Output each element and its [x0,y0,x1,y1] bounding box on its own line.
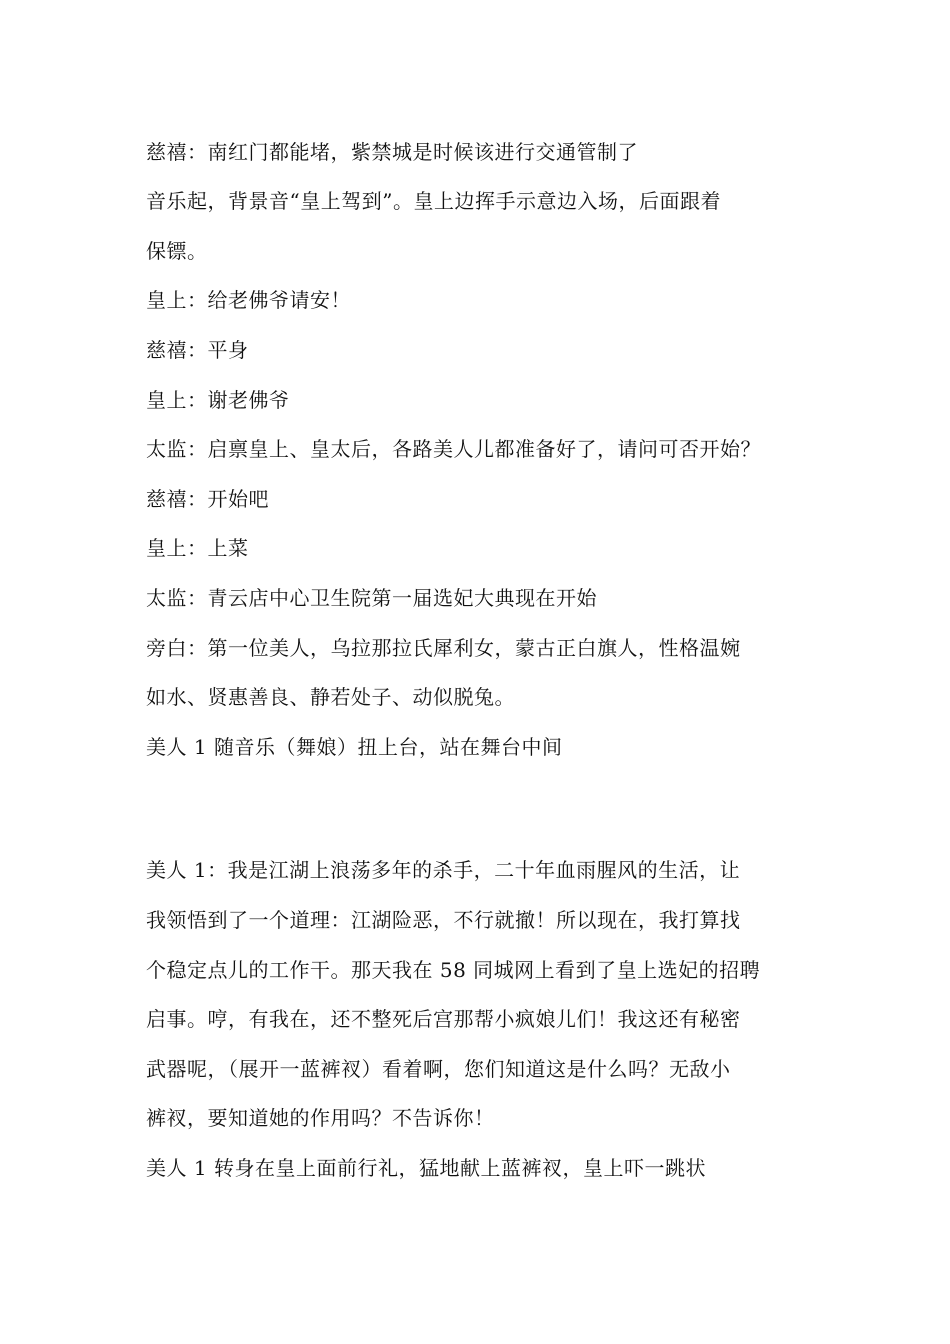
text-line: 太监：启禀皇上、皇太后，各路美人儿都准备好了，请问可否开始？ [146,437,761,461]
text-line: 武器呢，（展开一蓝裤衩）看着啊，您们知道这是什么吗？无敌小 [146,1057,731,1081]
text-line: 太监：青云店中心卫生院第一届选妃大典现在开始 [146,586,597,610]
text-line: 皇上：给老佛爷请安！ [146,288,351,312]
text-line: 旁白：第一位美人，乌拉那拉氏犀利女，蒙古正白旗人，性格温婉 [146,636,741,660]
text-line: 裤衩，要知道她的作用吗？不告诉你！ [146,1106,495,1130]
text-line: 皇上：上菜 [146,536,249,560]
text-line: 慈禧：平身 [146,338,249,362]
text-line: 我领悟到了一个道理：江湖险恶，不行就撤！所以现在，我打算找 [146,908,741,932]
text-line: 慈禧：开始吧 [146,487,269,511]
text-line: 美人 1 转身在皇上面前行礼，猛地献上蓝裤衩，皇上吓一跳状 [146,1156,706,1180]
text-line: 音乐起，背景音“皇上驾到”。皇上边挥手示意边入场，后面跟着 [146,189,721,213]
text-line: 个稳定点儿的工作干。那天我在 58 同城网上看到了皇上选妃的招聘 [146,958,761,982]
text-line: 启事。哼，有我在，还不整死后宫那帮小疯娘儿们！我这还有秘密 [146,1007,741,1031]
text-line: 保镖。 [146,239,208,263]
text-line: 如水、贤惠善良、静若处子、动似脱兔。 [146,685,515,709]
text-line: 美人 1：我是江湖上浪荡多年的杀手，二十年血雨腥风的生活，让 [146,858,741,882]
text-line: 皇上：谢老佛爷 [146,388,290,412]
text-line: 慈禧：南红门都能堵，紫禁城是时候该进行交通管制了 [146,140,638,164]
text-line: 美人 1 随音乐（舞娘）扭上台，站在舞台中间 [146,735,563,759]
